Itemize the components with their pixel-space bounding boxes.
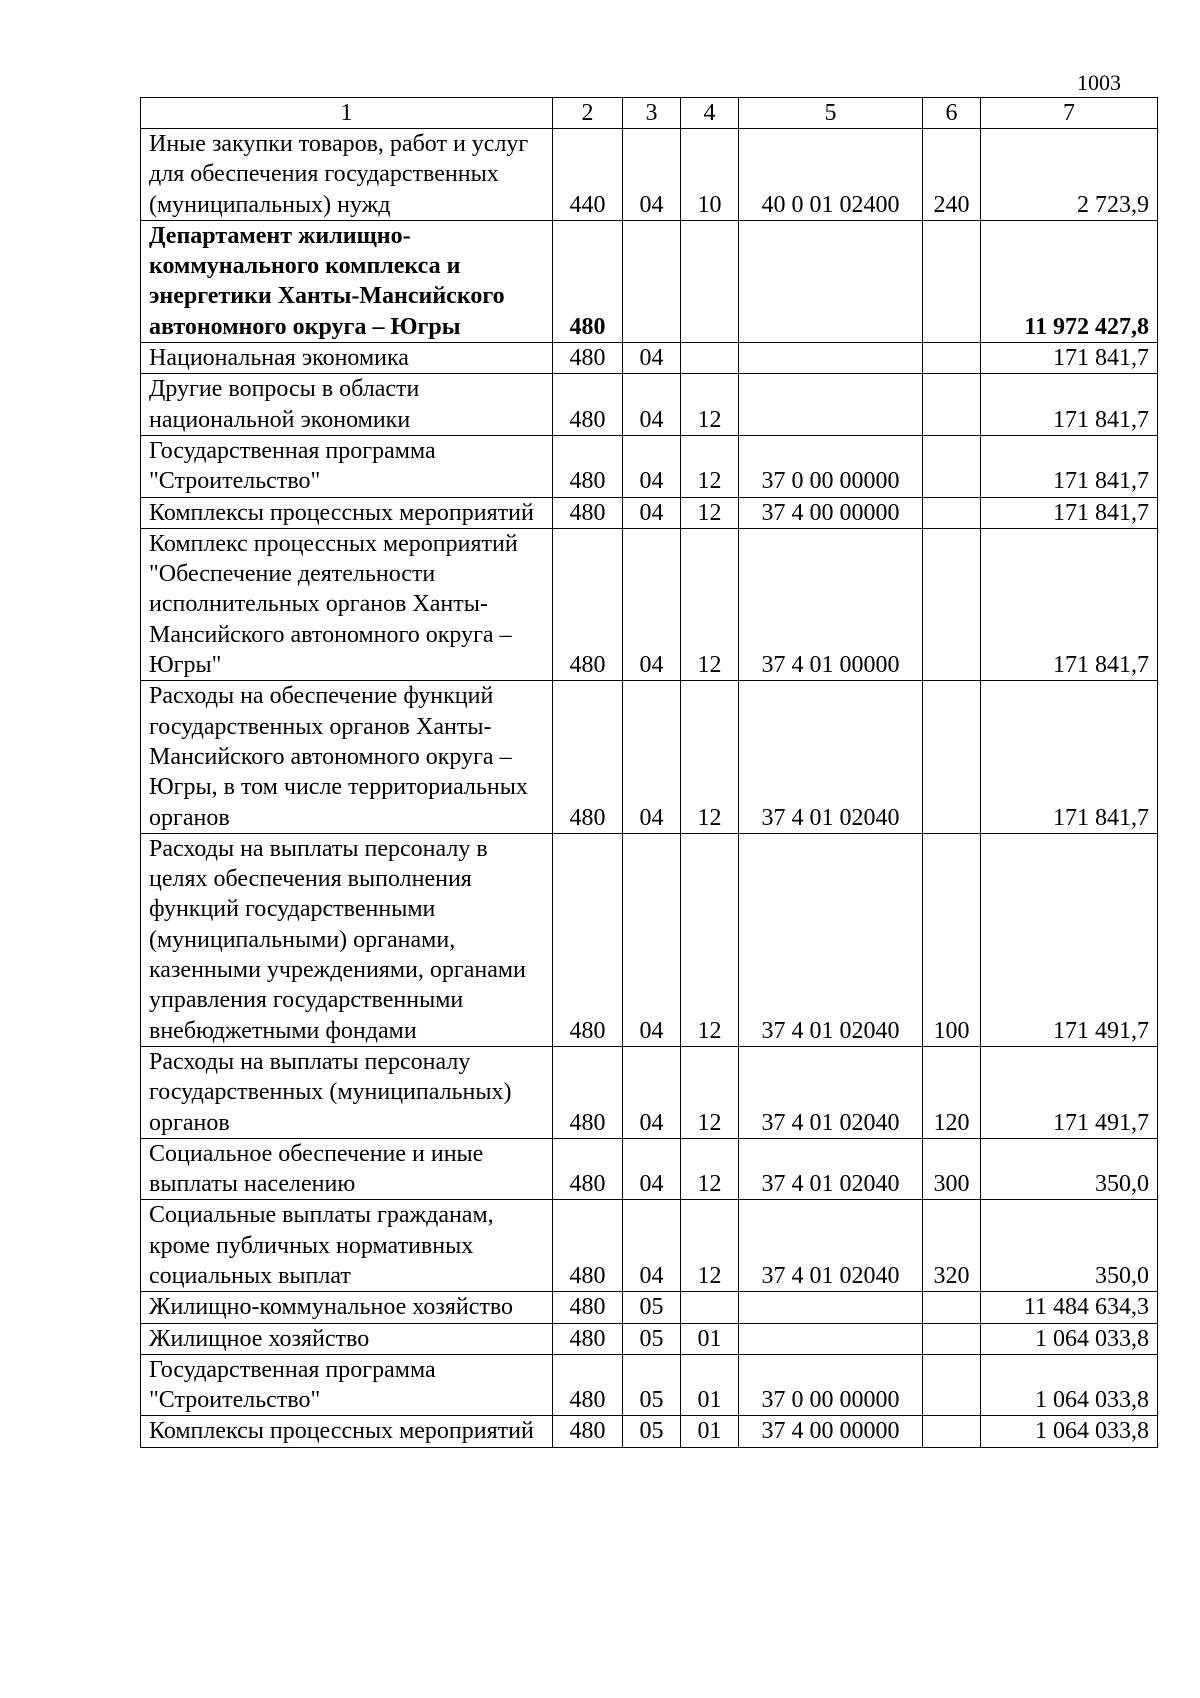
header-cell-target: 5 bbox=[739, 98, 923, 129]
row-name-cell: Социальные выплаты гражданам, кроме публичных нормативных социальных выплат bbox=[141, 1200, 553, 1292]
row-type-cell: 320 bbox=[923, 1200, 981, 1292]
row-admin-cell: 440 bbox=[553, 129, 623, 221]
row-target-cell: 37 4 01 02040 bbox=[739, 833, 923, 1046]
row-subsection-cell: 01 bbox=[681, 1416, 739, 1447]
row-subsection-cell: 10 bbox=[681, 129, 739, 221]
row-type-cell bbox=[923, 220, 981, 342]
budget-table bbox=[140, 97, 1158, 1448]
row-subsection-cell: 12 bbox=[681, 435, 739, 497]
row-section-cell: 04 bbox=[623, 681, 681, 833]
row-amount-cell: 350,0 bbox=[981, 1200, 1158, 1292]
table-header-row bbox=[141, 98, 1158, 129]
row-subsection-cell: 12 bbox=[681, 374, 739, 436]
row-name-cell: Жилищное хозяйство bbox=[141, 1323, 553, 1354]
row-admin-cell: 480 bbox=[553, 528, 623, 680]
row-section-cell: 04 bbox=[623, 1200, 681, 1292]
row-amount-cell: 1 064 033,8 bbox=[981, 1323, 1158, 1354]
row-name-cell: Национальная экономика bbox=[141, 343, 553, 374]
row-admin-cell: 480 bbox=[553, 220, 623, 342]
row-target-cell: 37 4 01 02040 bbox=[739, 1200, 923, 1292]
row-admin-cell: 480 bbox=[553, 374, 623, 436]
row-subsection-cell: 12 bbox=[681, 1046, 739, 1138]
header-cell-section: 3 bbox=[623, 98, 681, 129]
row-target-cell bbox=[739, 343, 923, 374]
row-type-cell: 240 bbox=[923, 129, 981, 221]
table-row bbox=[141, 1200, 1158, 1292]
row-subsection-cell: 12 bbox=[681, 528, 739, 680]
row-type-cell bbox=[923, 343, 981, 374]
row-target-cell: 40 0 01 02400 bbox=[739, 129, 923, 221]
row-amount-cell: 1 064 033,8 bbox=[981, 1354, 1158, 1416]
row-section-cell: 04 bbox=[623, 435, 681, 497]
row-section-cell: 04 bbox=[623, 374, 681, 436]
row-section-cell: 04 bbox=[623, 497, 681, 528]
row-name-cell: Другие вопросы в области национальной экономики bbox=[141, 374, 553, 436]
row-amount-cell: 171 841,7 bbox=[981, 343, 1158, 374]
row-type-cell bbox=[923, 1354, 981, 1416]
row-type-cell: 100 bbox=[923, 833, 981, 1046]
budget-table-body bbox=[141, 98, 1158, 1448]
row-target-cell: 37 4 00 00000 bbox=[739, 1416, 923, 1447]
row-admin-cell: 480 bbox=[553, 1323, 623, 1354]
table-row bbox=[141, 1416, 1158, 1447]
row-section-cell: 04 bbox=[623, 833, 681, 1046]
row-type-cell bbox=[923, 1292, 981, 1323]
row-admin-cell: 480 bbox=[553, 497, 623, 528]
row-target-cell: 37 4 01 00000 bbox=[739, 528, 923, 680]
row-admin-cell: 480 bbox=[553, 343, 623, 374]
table-row bbox=[141, 528, 1158, 680]
row-subsection-cell: 12 bbox=[681, 1200, 739, 1292]
row-type-cell bbox=[923, 374, 981, 436]
row-type-cell bbox=[923, 1416, 981, 1447]
table-row bbox=[141, 1138, 1158, 1200]
row-type-cell bbox=[923, 528, 981, 680]
row-name-cell: Департамент жилищно-коммунального комплекса и энергетики Ханты-Мансийского автономного округа – Югры bbox=[141, 220, 553, 342]
row-amount-cell: 171 491,7 bbox=[981, 833, 1158, 1046]
row-name-cell: Социальное обеспечение и иные выплаты населению bbox=[141, 1138, 553, 1200]
row-target-cell: 37 0 00 00000 bbox=[739, 1354, 923, 1416]
row-target-cell: 37 4 01 02040 bbox=[739, 1046, 923, 1138]
row-subsection-cell bbox=[681, 1292, 739, 1323]
row-amount-cell: 1 064 033,8 bbox=[981, 1416, 1158, 1447]
row-admin-cell: 480 bbox=[553, 1046, 623, 1138]
row-section-cell: 04 bbox=[623, 528, 681, 680]
row-subsection-cell bbox=[681, 220, 739, 342]
row-admin-cell: 480 bbox=[553, 1292, 623, 1323]
table-row bbox=[141, 681, 1158, 833]
row-section-cell: 05 bbox=[623, 1354, 681, 1416]
row-target-cell bbox=[739, 374, 923, 436]
table-row bbox=[141, 1323, 1158, 1354]
row-target-cell: 37 4 01 02040 bbox=[739, 681, 923, 833]
row-type-cell bbox=[923, 435, 981, 497]
row-subsection-cell: 01 bbox=[681, 1354, 739, 1416]
row-admin-cell: 480 bbox=[553, 1416, 623, 1447]
row-amount-cell: 171 841,7 bbox=[981, 374, 1158, 436]
row-section-cell: 04 bbox=[623, 1046, 681, 1138]
row-name-cell: Комплексы процессных мероприятий bbox=[141, 497, 553, 528]
row-amount-cell: 171 841,7 bbox=[981, 435, 1158, 497]
row-section-cell: 04 bbox=[623, 129, 681, 221]
row-name-cell: Расходы на выплаты персоналу государственных (муниципальных) органов bbox=[141, 1046, 553, 1138]
row-name-cell: Расходы на обеспечение функций государственных органов Ханты-Мансийского автономного округа – Югры, в том числе территориальных органов bbox=[141, 681, 553, 833]
row-name-cell: Комплексы процессных мероприятий bbox=[141, 1416, 553, 1447]
row-admin-cell: 480 bbox=[553, 1200, 623, 1292]
row-amount-cell: 171 841,7 bbox=[981, 681, 1158, 833]
header-cell-admin: 2 bbox=[553, 98, 623, 129]
page-number: 1003 bbox=[1077, 70, 1121, 95]
table-row bbox=[141, 497, 1158, 528]
row-type-cell bbox=[923, 497, 981, 528]
table-row bbox=[141, 435, 1158, 497]
table-row bbox=[141, 833, 1158, 1046]
header-cell-subsection: 4 bbox=[681, 98, 739, 129]
table-row bbox=[141, 1292, 1158, 1323]
row-amount-cell: 171 841,7 bbox=[981, 497, 1158, 528]
row-target-cell: 37 4 01 02040 bbox=[739, 1138, 923, 1200]
header-cell-amount: 7 bbox=[981, 98, 1158, 129]
row-section-cell: 04 bbox=[623, 343, 681, 374]
row-section-cell: 05 bbox=[623, 1292, 681, 1323]
row-subsection-cell: 12 bbox=[681, 681, 739, 833]
row-amount-cell: 11 972 427,8 bbox=[981, 220, 1158, 342]
row-admin-cell: 480 bbox=[553, 681, 623, 833]
row-type-cell: 120 bbox=[923, 1046, 981, 1138]
row-admin-cell: 480 bbox=[553, 435, 623, 497]
table-row bbox=[141, 374, 1158, 436]
row-amount-cell: 11 484 634,3 bbox=[981, 1292, 1158, 1323]
row-section-cell bbox=[623, 220, 681, 342]
row-admin-cell: 480 bbox=[553, 1138, 623, 1200]
table-row bbox=[141, 1046, 1158, 1138]
row-admin-cell: 480 bbox=[553, 1354, 623, 1416]
row-section-cell: 05 bbox=[623, 1323, 681, 1354]
row-type-cell bbox=[923, 1323, 981, 1354]
table-row bbox=[141, 129, 1158, 221]
header-cell-name: 1 bbox=[141, 98, 553, 129]
row-name-cell: Государственная программа "Строительство" bbox=[141, 435, 553, 497]
row-name-cell: Комплекс процессных мероприятий "Обеспечение деятельности исполнительных органов Ханты-Мансийского автономного округа – Югры" bbox=[141, 528, 553, 680]
row-name-cell: Жилищно-коммунальное хозяйство bbox=[141, 1292, 553, 1323]
row-name-cell: Иные закупки товаров, работ и услуг для обеспечения государственных (муниципальных) нужд bbox=[141, 129, 553, 221]
row-type-cell bbox=[923, 681, 981, 833]
row-name-cell: Государственная программа "Строительство" bbox=[141, 1354, 553, 1416]
row-amount-cell: 350,0 bbox=[981, 1138, 1158, 1200]
row-section-cell: 04 bbox=[623, 1138, 681, 1200]
row-amount-cell: 2 723,9 bbox=[981, 129, 1158, 221]
row-subsection-cell: 12 bbox=[681, 833, 739, 1046]
row-amount-cell: 171 841,7 bbox=[981, 528, 1158, 680]
table-row bbox=[141, 1354, 1158, 1416]
row-subsection-cell: 12 bbox=[681, 1138, 739, 1200]
row-type-cell: 300 bbox=[923, 1138, 981, 1200]
row-admin-cell: 480 bbox=[553, 833, 623, 1046]
row-subsection-cell: 01 bbox=[681, 1323, 739, 1354]
row-amount-cell: 171 491,7 bbox=[981, 1046, 1158, 1138]
row-target-cell: 37 0 00 00000 bbox=[739, 435, 923, 497]
header-cell-type: 6 bbox=[923, 98, 981, 129]
row-target-cell bbox=[739, 1292, 923, 1323]
row-target-cell bbox=[739, 1323, 923, 1354]
table-row bbox=[141, 343, 1158, 374]
table-row bbox=[141, 220, 1158, 342]
row-subsection-cell bbox=[681, 343, 739, 374]
row-target-cell: 37 4 00 00000 bbox=[739, 497, 923, 528]
row-target-cell bbox=[739, 220, 923, 342]
row-subsection-cell: 12 bbox=[681, 497, 739, 528]
row-name-cell: Расходы на выплаты персоналу в целях обеспечения выполнения функций государственными (муниципальными) органами, казенными учреждениями, органами управления государственными внебюджетными фондами bbox=[141, 833, 553, 1046]
row-section-cell: 05 bbox=[623, 1416, 681, 1447]
